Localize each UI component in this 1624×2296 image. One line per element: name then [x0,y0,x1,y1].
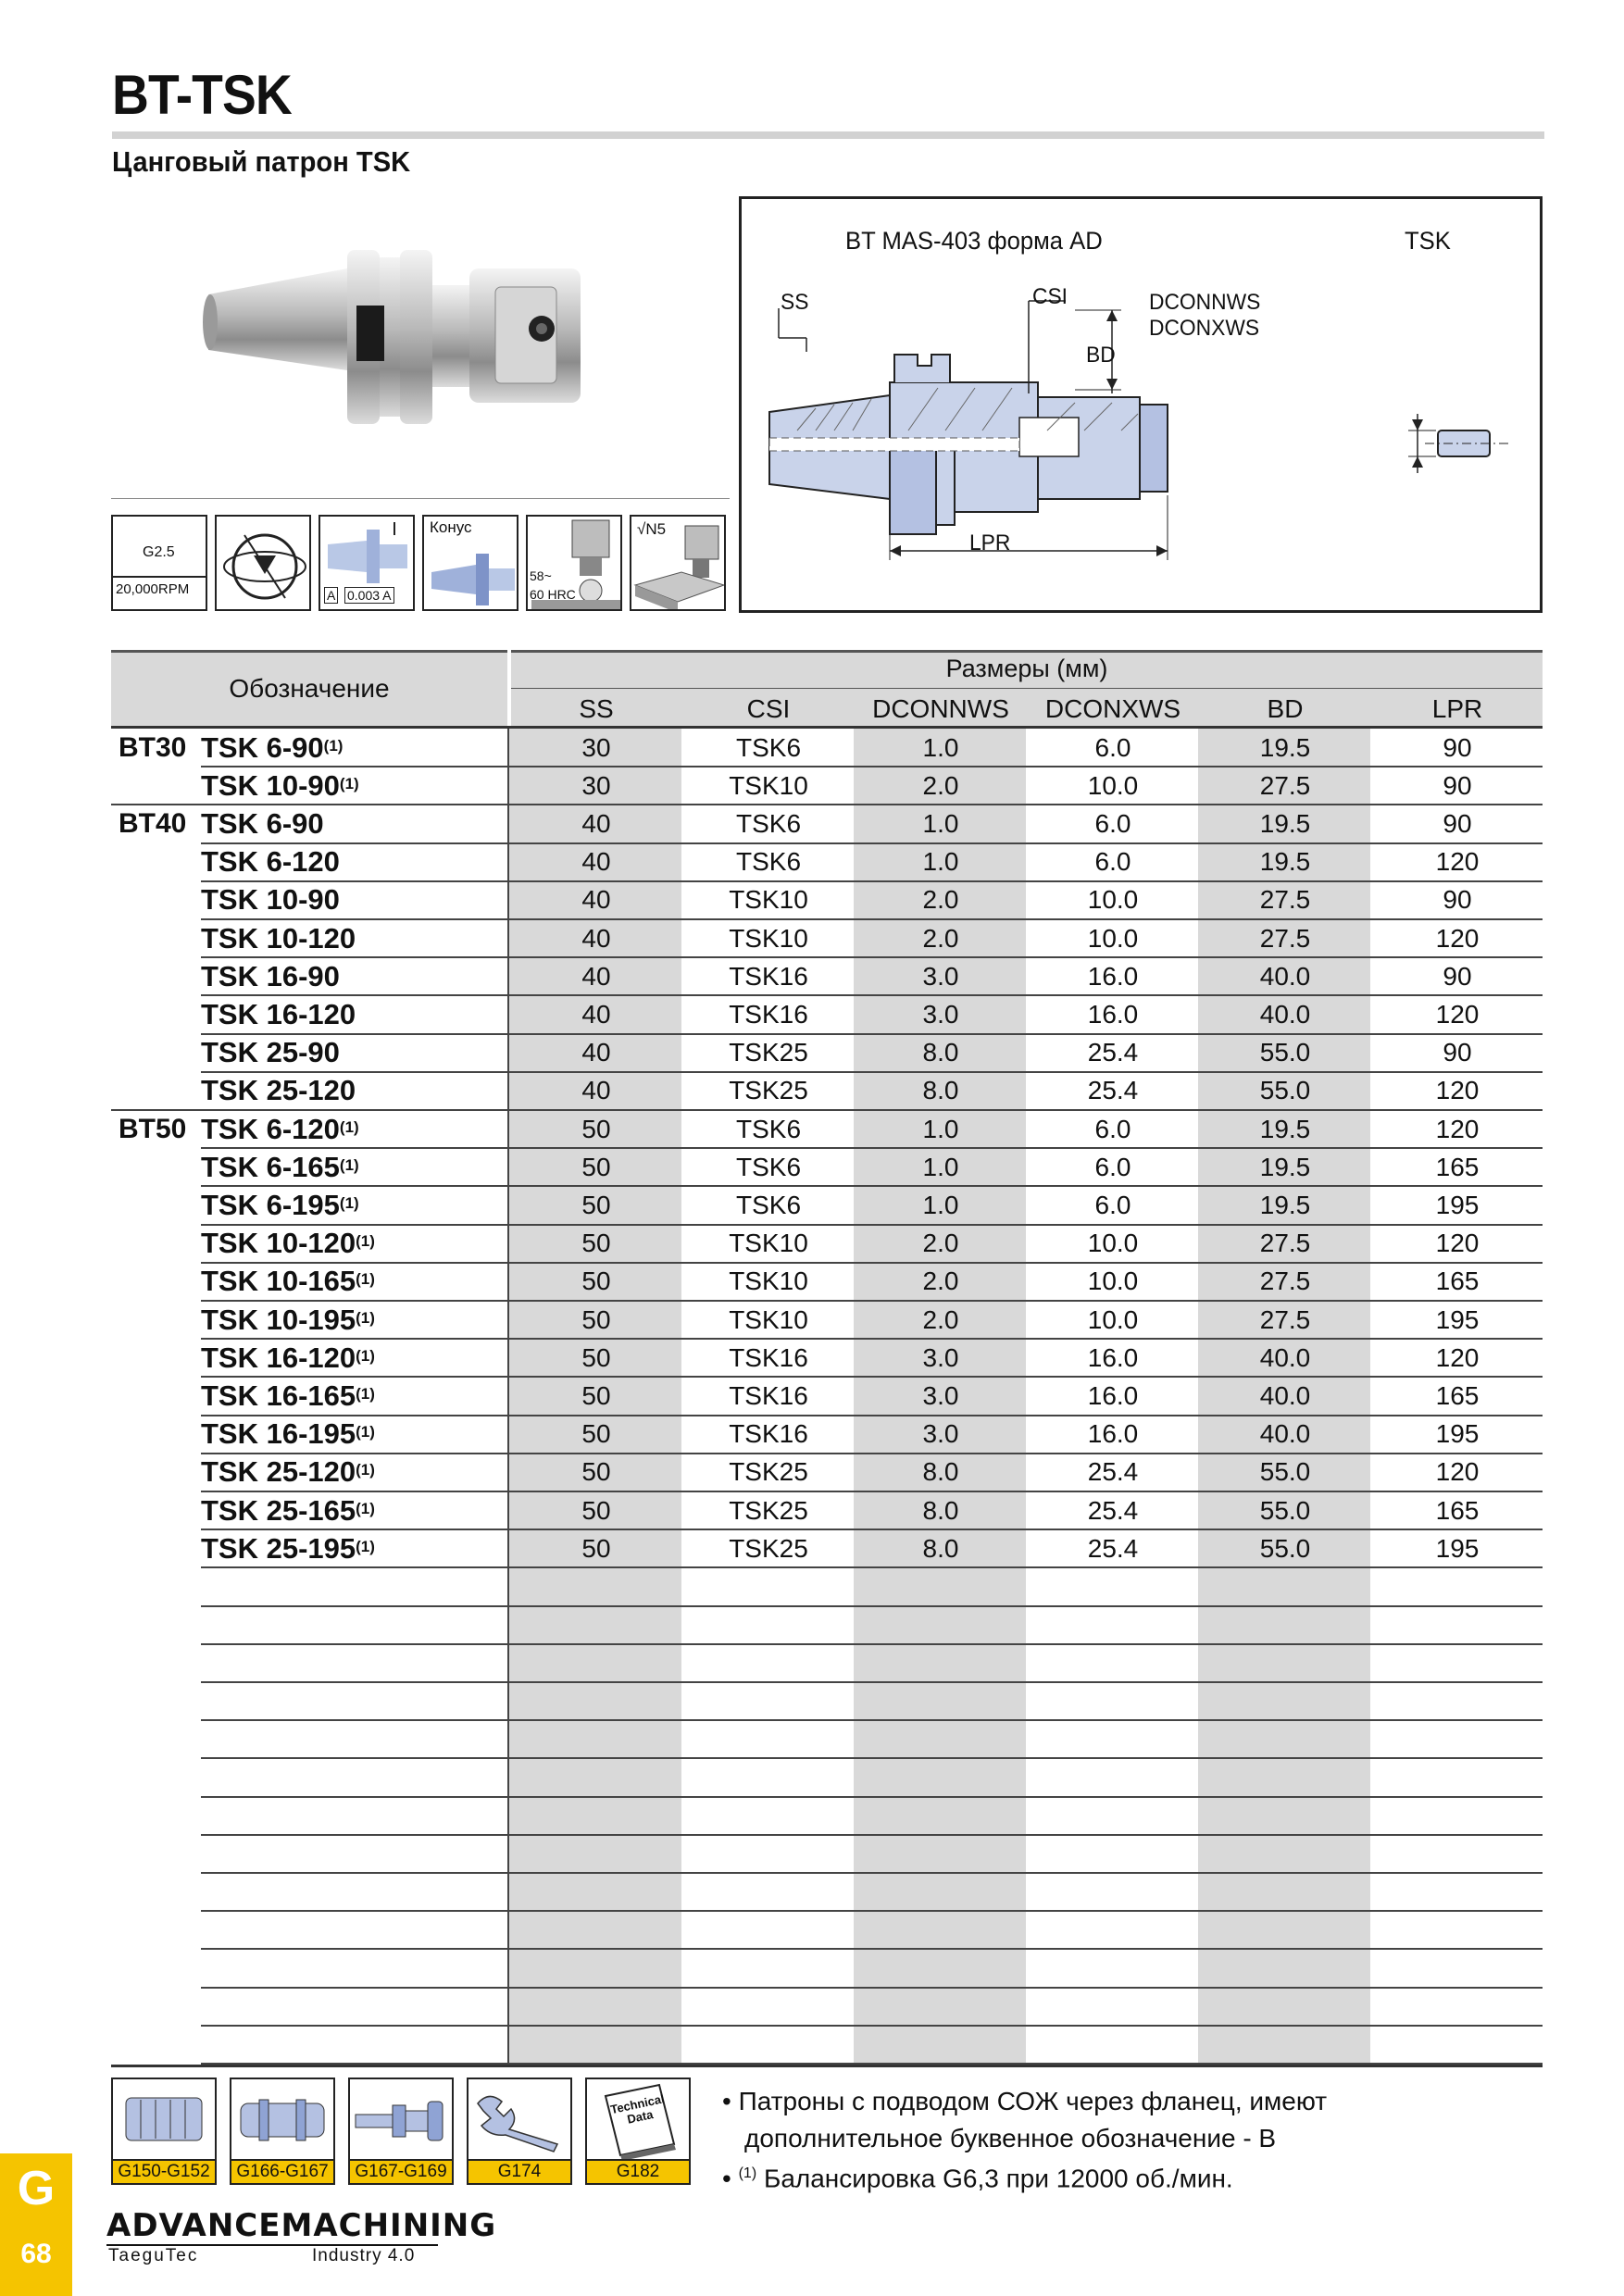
table-cell: 3.0 [922,1380,959,1410]
table-cell: 27.5 [1259,1267,1311,1296]
table-cell: 27.5 [1259,923,1311,953]
table-cell: TSK6 [735,847,802,877]
table-cell: 120 [1435,847,1480,877]
designation-name: TSK 16-120 [201,997,356,1030]
designation-name: TSK 10-165 [201,1265,356,1298]
row-divider [201,1681,1543,1683]
taper-group-label: BT40 [119,807,187,839]
table-cell: 10.0 [1087,885,1139,915]
runout-datum: A [324,587,338,604]
dim-csi: CSI [1032,284,1068,309]
designation-name: TSK 10-90 [201,768,340,802]
row-divider [201,1910,1543,1912]
balance-pictogram [111,515,207,611]
table-cell: 3.0 [922,1419,959,1449]
table-cell: 40 [581,885,611,915]
designation-name: TSK 16-195 [201,1417,356,1451]
designation-cell [201,805,324,842]
note-coolant-text: Патроны с подводом СОЖ через фланец, имеют [738,2087,1328,2115]
table-cell: 25.4 [1087,1457,1139,1487]
table-cell: 50 [581,1380,611,1410]
table-cell: 10.0 [1087,923,1139,953]
designation-cell [201,1529,375,1567]
column-header: DCONNWS [872,694,1009,723]
table-cell: TSK25 [729,1495,808,1525]
table-cell: 10.0 [1087,1304,1139,1334]
designation-cell [201,1301,375,1339]
table-cell: TSK25 [729,1457,808,1487]
table-cell: 1.0 [922,1114,959,1143]
table-cell: 2.0 [922,923,959,953]
designation-name: TSK 25-120 [201,1455,356,1489]
table-cell: 27.5 [1259,770,1311,800]
table-cell: 40 [581,999,611,1029]
table-cell: 55.0 [1259,1457,1311,1487]
designation-cell [201,1186,359,1224]
row-divider [201,1834,1543,1836]
table-cell: 195 [1435,1190,1480,1219]
pull-stud-ref-box[interactable] [348,2078,454,2185]
footnote-marker: (1) [356,1346,375,1365]
footnote-marker: (1) [339,774,359,792]
table-cell: 6.0 [1094,1190,1131,1219]
table-cell: 27.5 [1259,1229,1311,1258]
table-cell: TSK10 [729,1229,808,1258]
surface-finish-icon [631,517,726,611]
hardness-range: 58~ [530,568,552,583]
finish-grade: √N5 [637,520,667,538]
row-divider [201,1605,1543,1607]
table-cell: 40 [581,808,611,838]
dim-dconxws: DCONXWS [1149,316,1260,341]
table-cell: 55.0 [1259,1533,1311,1563]
table-cell: 3.0 [922,961,959,991]
dimensions-header: Размеры (мм) [511,650,1543,689]
dim-lpr: LPR [969,530,1011,555]
table-cell: 19.5 [1259,808,1311,838]
table-cell: TSK6 [735,808,802,838]
taper-group-label: BT30 [119,731,187,763]
table-cell: 8.0 [922,1495,959,1525]
table-cell: 25.4 [1087,1038,1139,1067]
table-cell: 50 [581,1190,611,1219]
table-cell: TSK10 [729,885,808,915]
designation-cell [201,1377,375,1415]
designation-cell [201,957,340,995]
table-cell: 90 [1443,885,1472,915]
column-header: CSI [746,694,791,723]
table-cell: 165 [1435,1495,1480,1525]
table-cell: 90 [1443,1038,1472,1067]
note-coolant-text-2: дополнительное буквенное обозначение - B [744,2124,1277,2152]
table-cell: 27.5 [1259,885,1311,915]
designation-cell [201,919,356,957]
table-cell: 19.5 [1259,1114,1311,1143]
table-cell: 27.5 [1259,1304,1311,1334]
footnote-marker: (1) [356,1270,375,1289]
designation-cell [201,767,359,805]
wrench-icon [468,2079,570,2159]
column-header: BD [1267,694,1304,723]
table-cell: 120 [1435,1342,1480,1372]
table-cell: TSK16 [729,999,808,1029]
designation-name: TSK 25-120 [201,1074,356,1107]
ref-wrench: G174 [468,2159,570,2183]
designation-name: TSK 16-120 [201,1341,356,1374]
table-cell: 19.5 [1259,1190,1311,1219]
note-bullet: • [722,2087,731,2115]
table-cell: 50 [581,1152,611,1181]
table-cell: TSK16 [729,1342,808,1372]
table-cell: 55.0 [1259,1495,1311,1525]
footnote-marker: (1) [356,1423,375,1441]
footnote-marker: (1) [323,736,344,755]
photo-divider [111,498,730,499]
table-cell: 25.4 [1087,1076,1139,1105]
column-header: SS [579,694,614,723]
table-cell: 165 [1435,1267,1480,1296]
table-cell: 50 [581,1114,611,1143]
table-cell: TSK10 [729,1267,808,1296]
note-bullet: • [722,2164,731,2193]
table-cell: 50 [581,1457,611,1487]
footnote-marker: (1) [339,1155,359,1174]
table-cell: 90 [1443,961,1472,991]
table-cell: 1.0 [922,847,959,877]
footnote-marker: (1) [356,1461,375,1479]
table-cell: 6.0 [1094,1114,1131,1143]
table-cell: TSK6 [735,732,802,762]
designation-cell [201,1034,340,1072]
footnote-marker: (1) [356,1308,375,1327]
table-cell: TSK10 [729,923,808,953]
table-cell: TSK16 [729,961,808,991]
taper-pictogram [422,515,518,611]
balance-rpm: 20,000RPM [116,581,190,597]
title-rule [112,131,1544,139]
designation-name: TSK 6-195 [201,1188,340,1221]
rotation-icon [217,517,311,611]
hardness-unit: 60 HRC [530,587,576,602]
column-header: DCONXWS [1044,694,1181,723]
table-cell: 16.0 [1087,1419,1139,1449]
footnote-marker: (1) [356,1537,375,1555]
table-cell: 195 [1435,1419,1480,1449]
designation-name: TSK 10-120 [201,921,356,955]
table-cell: 195 [1435,1304,1480,1334]
row-divider [201,1796,1543,1798]
section-letter: G [17,2162,56,2215]
table-cell: 2.0 [922,1229,959,1258]
table-cell: 120 [1435,1229,1480,1258]
table-cell: TSK10 [729,1304,808,1334]
table-cell: 195 [1435,1533,1480,1563]
table-cell: 6.0 [1094,808,1131,838]
table-cell: 3.0 [922,1342,959,1372]
table-cell: 50 [581,1342,611,1372]
runout-pictogram [319,515,415,611]
note-balance-text: Балансировка G6,3 при 12000 об./мин. [763,2164,1233,2193]
ref-pull-stud: G167-G169 [350,2159,452,2183]
table-cell: 40 [581,1038,611,1067]
table-cell: 8.0 [922,1076,959,1105]
ref-sleeve: G166-G167 [231,2159,333,2183]
table-cell: 16.0 [1087,961,1139,991]
table-cell: 16.0 [1087,1380,1139,1410]
taper-label: Конус [430,518,472,536]
table-cell: 8.0 [922,1038,959,1067]
table-cell: TSK16 [729,1380,808,1410]
table-cell: 40.0 [1259,1419,1311,1449]
designation-cell [201,1225,375,1263]
table-cell: 1.0 [922,732,959,762]
row-divider [201,1872,1543,1874]
table-cell: 19.5 [1259,847,1311,877]
designation-cell [201,1263,375,1301]
table-cell: 50 [581,1495,611,1525]
table-cell: 50 [581,1533,611,1563]
table-cell: 55.0 [1259,1076,1311,1105]
designation-cell [201,729,343,767]
row-divider [201,2025,1543,2027]
designation-name: TSK 25-165 [201,1493,356,1527]
table-cell: 2.0 [922,1267,959,1296]
table-cell: 19.5 [1259,1152,1311,1181]
designation-cell [201,1072,356,1110]
footnote-marker: (1) [356,1499,375,1517]
table-cell: 40 [581,847,611,877]
collet-icon [113,2079,215,2159]
row-divider [201,1987,1543,1989]
designation-cell [201,1148,359,1186]
page-title: BT-TSK [112,64,292,126]
table-cell: 8.0 [922,1533,959,1563]
note-balance [722,2155,1233,2197]
designation-name: TSK 10-90 [201,883,340,917]
designation-name: TSK 16-90 [201,959,340,992]
table-cell: TSK25 [729,1076,808,1105]
section-tab [0,2153,72,2296]
table-cell: 25.4 [1087,1495,1139,1525]
table-cell: 120 [1435,923,1480,953]
designation-name: TSK 6-90 [201,730,324,764]
table-cell: TSK6 [735,1114,802,1143]
table-cell: 90 [1443,732,1472,762]
designation-name: TSK 16-165 [201,1379,356,1412]
coolant-pictogram [215,515,311,611]
table-cell: 8.0 [922,1457,959,1487]
column-header: LPR [1431,694,1483,723]
holder-drawing [742,199,1540,610]
technical-drawing [739,196,1543,613]
runout-tolerance: 0.003 A [344,587,394,604]
footnote-marker: (1) [356,1384,375,1403]
row-divider [201,1948,1543,1950]
ref-technical-data: G182 [587,2159,689,2183]
product-photo [199,231,625,444]
table-cell: 30 [581,770,611,800]
table-cell: 19.5 [1259,732,1311,762]
footnote-marker: (1) [339,1193,359,1212]
table-cell: 50 [581,1304,611,1334]
table-cell: 40.0 [1259,999,1311,1029]
table-cell: 55.0 [1259,1038,1311,1067]
row-divider [201,1719,1543,1721]
table-cell: 16.0 [1087,1342,1139,1372]
table-cell: 2.0 [922,885,959,915]
designation-cell [201,1339,375,1377]
note-coolant [722,2083,1327,2120]
footnote-marker: (1) [356,1232,375,1251]
taper-icon [424,517,518,611]
brand-wordmark: ADVANCEMACHINING [106,2207,497,2244]
table-cell: 10.0 [1087,770,1139,800]
designation-name: TSK 6-90 [201,806,324,840]
pull-stud-icon [350,2079,452,2159]
table-cell: 40 [581,961,611,991]
designation-name: TSK 25-90 [201,1036,340,1069]
designation-separator [507,729,509,2064]
row-divider [201,1757,1543,1759]
designation-cell [201,1416,375,1454]
table-cell: TSK10 [729,770,808,800]
designation-header: Обозначение [229,674,390,703]
table-cell: 120 [1435,1114,1480,1143]
designation-cell [201,995,356,1033]
designation-name: TSK 10-195 [201,1303,356,1336]
table-cell: 25.4 [1087,1533,1139,1563]
table-cell: 10.0 [1087,1267,1139,1296]
balance-grade: G2.5 [143,544,175,560]
table-cell: TSK16 [729,1419,808,1449]
sleeve-icon [231,2079,333,2159]
table-cell: 40 [581,1076,611,1105]
table-cell: 50 [581,1267,611,1296]
table-cell: 120 [1435,999,1480,1029]
table-cell: 1.0 [922,808,959,838]
table-cell: 16.0 [1087,999,1139,1029]
table-cell: TSK6 [735,1152,802,1181]
taper-group-label: BT50 [119,1113,187,1144]
hardness-pictogram [526,515,622,611]
table-cell: 120 [1435,1076,1480,1105]
dim-ss: SS [781,290,809,315]
note-coolant-cont [744,2120,1276,2157]
row-divider [201,1643,1543,1645]
table-cell: 40.0 [1259,961,1311,991]
table-bottom-rule [111,2065,1543,2067]
designation-name: TSK 6-120 [201,845,340,879]
table-cell: 90 [1443,808,1472,838]
brand-logo [106,2207,497,2272]
designation-cell [201,881,340,919]
dim-dconnws: DCONNWS [1149,290,1261,315]
table-cell: 3.0 [922,999,959,1029]
table-cell: TSK6 [735,1190,802,1219]
table-cell: 2.0 [922,770,959,800]
table-cell: 90 [1443,770,1472,800]
table-cell: 30 [581,732,611,762]
table-cell: TSK25 [729,1533,808,1563]
designation-name: TSK 10-120 [201,1227,356,1260]
table-cell: 40 [581,923,611,953]
table-cell: 2.0 [922,1304,959,1334]
collet-type-label: TSK [1405,227,1451,255]
finish-pictogram [630,515,726,611]
designation-name: TSK 6-120 [201,1112,340,1145]
brand-company: TaeguTec [108,2246,199,2265]
designation-name: TSK 6-165 [201,1150,340,1183]
note-footnote-mark: (1) [738,2165,757,2181]
table-cell: 10.0 [1087,1229,1139,1258]
table-cell: 40.0 [1259,1342,1311,1372]
sleeve-ref-box[interactable] [230,2078,335,2185]
standard-label: BT MAS-403 форма AD [845,227,1103,255]
brand-tagline: Industry 4.0 [312,2246,416,2265]
ref-collet: G150-G152 [113,2159,215,2183]
technical-data-ref-box[interactable] [585,2078,691,2185]
table-cell: 40.0 [1259,1380,1311,1410]
designation-cell [201,1110,359,1148]
table-cell: 165 [1435,1152,1480,1181]
table-cell: 120 [1435,1457,1480,1487]
page-subtitle: Цанговый патрон TSK [112,145,411,178]
table-cell: 165 [1435,1380,1480,1410]
designation-cell [201,1491,375,1529]
table-cell: 6.0 [1094,1152,1131,1181]
footnote-marker: (1) [339,1117,359,1136]
technical-data-label: Technical Data [609,2091,666,2127]
table-cell: 50 [581,1419,611,1449]
designation-cell [201,1454,375,1491]
table-cell: TSK25 [729,1038,808,1067]
designation-name: TSK 25-195 [201,1531,356,1565]
page-number: 68 [20,2239,52,2269]
table-cell: 6.0 [1094,847,1131,877]
dim-bd: BD [1086,343,1116,368]
collet-ref-box[interactable] [111,2078,217,2185]
table-cell: 1.0 [922,1152,959,1181]
table-cell: 50 [581,1229,611,1258]
designation-cell [201,843,340,881]
table-cell: 1.0 [922,1190,959,1219]
table-cell: 6.0 [1094,732,1131,762]
wrench-ref-box[interactable] [467,2078,572,2185]
